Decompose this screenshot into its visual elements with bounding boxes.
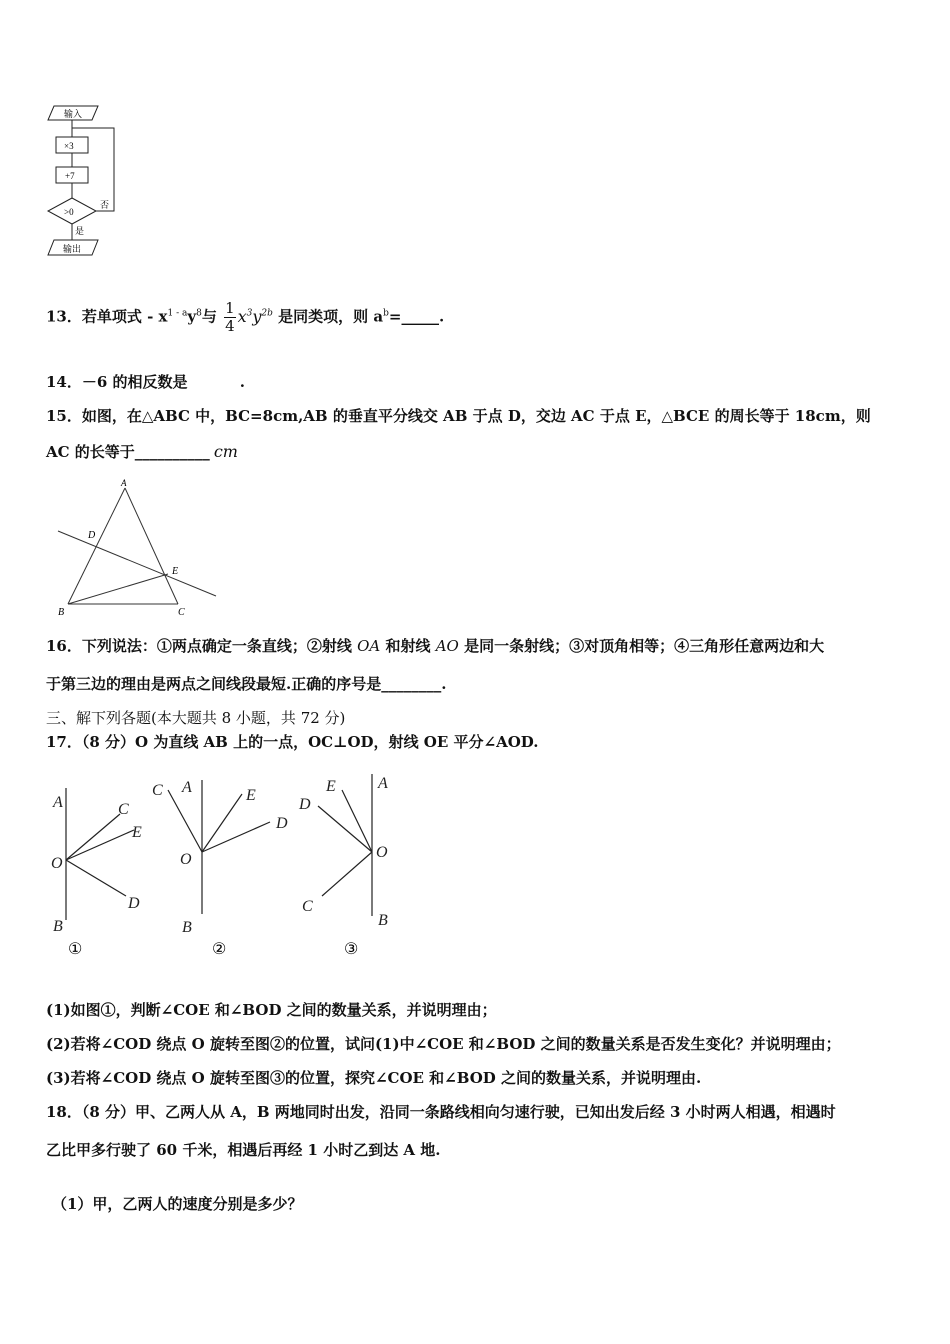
fig1-label-e: E xyxy=(132,824,142,841)
q13-exp3: b xyxy=(383,308,389,319)
flowchart-add-label: +7 xyxy=(65,171,75,181)
q17-sub1: (1)如图①，判断∠COE 和∠BOD 之间的数量关系，并说明理由； xyxy=(46,1001,497,1019)
triangle-figure xyxy=(52,476,227,621)
fig1-number: ① xyxy=(68,941,83,958)
side-ab xyxy=(68,488,125,604)
q17-sub2: (2)若将∠COD 绕点 O 旋转至图②的位置，试问(1)中∠COE 和∠BOD 之间的数量关系是否发生变化？并说明理由； xyxy=(46,1035,841,1053)
q13-mono-x: x xyxy=(237,306,247,326)
label-e: E xyxy=(172,566,179,577)
question-16-line2: 于第三边的理由是两点之间线段最短.正确的序号是________. xyxy=(46,675,447,693)
flowchart-cond-label: >0 xyxy=(64,207,74,217)
fig3-ray-od xyxy=(318,806,372,852)
q13-prefix: 13．若单项式 - x xyxy=(46,307,168,326)
fig3-label-c: C xyxy=(302,898,313,915)
q15-unit: cm xyxy=(213,442,238,461)
q13-mono-x-exp: 3 xyxy=(246,308,253,319)
fig1-label-a: A xyxy=(53,794,63,811)
fig2-label-d: D xyxy=(276,815,288,832)
question-15-line2 xyxy=(46,442,238,462)
q17-sub3: (3)若将∠COD 绕点 O 旋转至图③的位置，探究∠COE 和∠BOD 之间的数量关系，并说明理由. xyxy=(46,1069,702,1087)
flowchart-output-label: 输出 xyxy=(63,244,82,254)
fig2-label-b: B xyxy=(182,919,192,936)
angle-figure-3 xyxy=(296,768,406,962)
q13-mono-y: y xyxy=(252,306,262,326)
perpendicular-bisector xyxy=(58,531,216,596)
fig1-label-d: D xyxy=(128,895,140,912)
fig1-ray-od xyxy=(66,860,126,896)
fig3-label-e: E xyxy=(326,778,336,795)
fig3-number: ③ xyxy=(344,941,359,958)
fig1-ray-oc xyxy=(66,814,120,860)
q16-part3: 是同一条射线；③对顶角相等；④三角形任意两边和大 xyxy=(458,637,825,655)
q15-answer-blank: AC 的长等于__________ xyxy=(46,443,210,461)
q13-fraction xyxy=(224,300,236,335)
fig3-ray-oe xyxy=(342,790,372,852)
q13-y: y xyxy=(187,307,197,326)
label-b: B xyxy=(58,607,65,618)
fig1-label-o: O xyxy=(51,855,63,872)
q13-exp2: 8 xyxy=(196,308,202,319)
label-c: C xyxy=(178,607,185,618)
question-15-line1: 15．如图，在△ABC 中，BC=8cm,AB 的垂直平分线交 AB 于点 D，交边 AC 于点 E，△BCE 的周长等于 18cm，则 xyxy=(46,407,871,425)
label-d: D xyxy=(88,530,96,541)
label-a: A xyxy=(121,478,127,488)
fig2-label-a: A xyxy=(182,779,192,796)
q16-part2: 和射线 xyxy=(380,637,436,655)
fig2-number: ② xyxy=(212,941,227,958)
fig1-label-b: B xyxy=(53,918,63,935)
fig2-ray-oc xyxy=(168,790,202,852)
fig3-label-b: B xyxy=(378,912,388,929)
fig3-label-a: A xyxy=(378,775,388,792)
fig2-label-e: E xyxy=(246,787,256,804)
fig1-ray-oe xyxy=(66,830,134,860)
question-14: 14．－6 的相反数是 . xyxy=(46,373,245,391)
section-3-title: 三、解下列各题(本大题共 8 小题，共 72 分) xyxy=(46,709,346,727)
question-13 xyxy=(46,300,444,335)
angle-figure-2 xyxy=(150,772,300,962)
q18-sub1: （1）甲，乙两人的速度分别是多少？ xyxy=(52,1195,303,1213)
question-18-line2: 乙比甲多行驶了 60 千米，相遇后再经 1 小时乙到达 A 地. xyxy=(46,1141,441,1159)
fig3-label-d: D xyxy=(299,796,311,813)
q13-monomial xyxy=(238,307,273,326)
question-18-line1: 18．（8 分）甲、乙两人从 A，B 两地同时出发，沿同一条路线相向匀速行驶，已知出发后经 3 小时两人相遇，相遇时 xyxy=(46,1103,836,1121)
fig3-label-o: O xyxy=(376,844,388,861)
fig1-label-c: C xyxy=(118,801,129,818)
q13-frac-den: 4 xyxy=(225,317,235,335)
q16-ao: AO xyxy=(435,637,459,655)
flowchart-mult-label: ×3 xyxy=(64,141,74,151)
q13-exp1: 1 - a xyxy=(167,308,188,319)
q16-oa: OA xyxy=(357,637,381,655)
angle-figure-1 xyxy=(48,780,158,960)
q13-middle: 是同类项，则 a xyxy=(278,307,384,326)
q13-mono-y-exp: 2b xyxy=(261,308,273,319)
flowchart-input-label: 输入 xyxy=(64,109,83,119)
q13-suffix: =_____. xyxy=(388,307,445,326)
flowchart-figure xyxy=(44,100,134,260)
question-16-line1 xyxy=(46,636,824,656)
segment-be xyxy=(68,574,168,604)
fig2-label-o: O xyxy=(180,851,192,868)
q13-frac-num: 1 xyxy=(225,299,235,317)
side-ac xyxy=(125,488,178,604)
flowchart-yes-label: 是 xyxy=(75,226,85,236)
fig3-ray-oc xyxy=(322,852,372,896)
question-17-title: 17．（8 分）O 为直线 AB 上的一点，OC⊥OD，射线 OE 平分∠AOD. xyxy=(46,733,539,751)
fig2-label-c: C xyxy=(152,782,163,799)
flowchart-no-label: 否 xyxy=(100,200,110,210)
q16-part1: 16．下列说法：①两点确定一条直线；②射线 xyxy=(46,637,358,655)
q13-with: 与 xyxy=(201,307,217,326)
